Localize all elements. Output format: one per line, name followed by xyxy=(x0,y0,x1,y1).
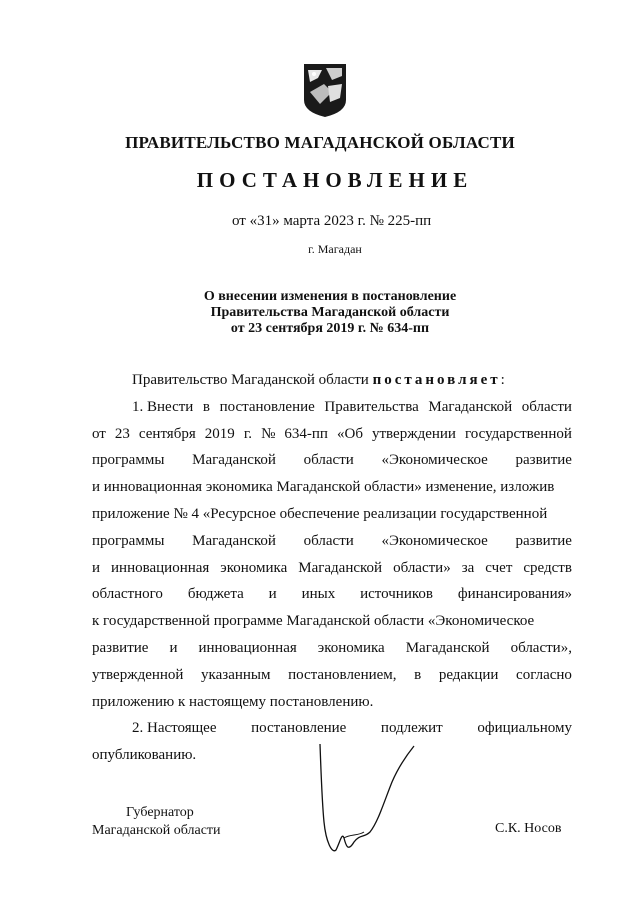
word: указанным xyxy=(201,666,271,683)
word: и xyxy=(92,559,101,576)
word: приложение № 4 «Ресурсное обеспечение реализации государственной xyxy=(92,505,548,522)
word: утвержденной xyxy=(92,666,184,683)
word: государственной xyxy=(464,425,572,442)
word: 23 xyxy=(114,425,130,442)
preamble-text: Правительство Магаданской области xyxy=(132,372,369,388)
word: иных xyxy=(301,586,336,603)
word: 634-пп xyxy=(284,425,328,442)
para2-line xyxy=(92,715,572,742)
word: развитие xyxy=(92,639,149,656)
word: постановлением, xyxy=(288,666,397,683)
word: области xyxy=(303,452,354,469)
signatory-position xyxy=(92,804,221,840)
coat-of-arms-emblem xyxy=(302,62,348,118)
para1-line xyxy=(92,662,572,689)
word: г. xyxy=(243,425,253,442)
government-title: ПРАВИТЕЛЬСТВО МАГАДАНСКОЙ ОБЛАСТИ xyxy=(125,133,515,152)
word: и инновационная экономика Магаданской области» изменение, изложив xyxy=(92,479,555,496)
word: области» xyxy=(393,559,451,576)
para1-line xyxy=(92,447,572,474)
word: экономика xyxy=(220,559,288,576)
word: области», xyxy=(510,639,572,656)
word: Магаданской xyxy=(428,398,513,415)
word: редакции xyxy=(438,666,499,683)
para1-line xyxy=(92,394,572,421)
word: программы xyxy=(92,532,165,549)
word: экономика xyxy=(317,639,385,656)
word: в xyxy=(202,398,210,415)
word: развитие xyxy=(515,532,572,549)
document-body xyxy=(92,367,572,769)
preamble-colon: : xyxy=(500,372,505,388)
word: за xyxy=(461,559,475,576)
document-city: г. Магадан xyxy=(308,242,362,256)
word: Магаданской xyxy=(298,559,383,576)
word: Магаданской xyxy=(405,639,490,656)
word: бюджета xyxy=(187,586,244,603)
word: постановление xyxy=(251,720,347,737)
position-line: Губернатор xyxy=(126,805,194,820)
word: 2. Настоящее xyxy=(132,720,217,737)
word: подлежит xyxy=(380,720,443,737)
word: официальному xyxy=(477,720,572,737)
word: от xyxy=(92,425,106,442)
para1-line xyxy=(92,501,572,528)
handwritten-signature xyxy=(318,742,418,860)
word: финансирования» xyxy=(457,586,572,603)
para1-line xyxy=(92,581,572,608)
word: сентября xyxy=(138,425,196,442)
position-line: Магаданской области xyxy=(92,823,221,838)
word: развитие xyxy=(515,452,572,469)
word: Правительства xyxy=(324,398,419,415)
word: и xyxy=(169,639,178,656)
word: Магаданской xyxy=(192,532,276,549)
word: в xyxy=(414,666,422,683)
word: инновационная xyxy=(198,639,297,656)
preamble xyxy=(92,367,572,394)
word: к государственной программе Магаданской области «Экономическое xyxy=(92,613,535,630)
word: 1. Внести xyxy=(132,398,194,415)
signatory-name: С.К. Носов xyxy=(495,821,562,836)
subject-line: О внесении изменения в постановление xyxy=(203,289,457,304)
word: «Об xyxy=(337,425,363,442)
para1-line xyxy=(92,555,572,582)
preamble-verb: постановляет xyxy=(372,372,501,388)
word: средств xyxy=(523,559,572,576)
word: областного xyxy=(92,586,163,603)
word: согласно xyxy=(516,666,572,683)
para1-line xyxy=(92,528,572,555)
word: области xyxy=(303,532,354,549)
word: 2019 xyxy=(204,425,235,442)
subject-line: Правительства Магаданской области xyxy=(210,305,450,320)
word: № xyxy=(261,425,276,442)
para2-last-line: опубликованию. xyxy=(92,747,197,764)
word: «Экономическое xyxy=(381,452,488,469)
subject-line: от 23 сентября 2019 г. № 634-пп xyxy=(230,321,430,336)
para1-last-line: приложению к настоящему постановлению. xyxy=(92,693,374,710)
document-date-number: от «31» марта 2023 г. № 225-пп xyxy=(232,213,432,229)
word: и xyxy=(268,586,277,603)
word: программы xyxy=(92,452,165,469)
word: источников xyxy=(360,586,433,603)
para1-line xyxy=(92,421,572,448)
word: постановление xyxy=(219,398,315,415)
word: области xyxy=(521,398,572,415)
para1-line xyxy=(92,608,572,635)
word: утверждении xyxy=(372,425,456,442)
word: инновационная xyxy=(111,559,210,576)
word: Магаданской xyxy=(192,452,276,469)
document-subject xyxy=(0,289,640,337)
para1-line xyxy=(92,635,572,662)
para1-line xyxy=(92,474,572,501)
document-type-heading: ПОСТАНОВЛЕНИЕ xyxy=(196,168,474,192)
word: счет xyxy=(485,559,513,576)
word: «Экономическое xyxy=(381,532,488,549)
